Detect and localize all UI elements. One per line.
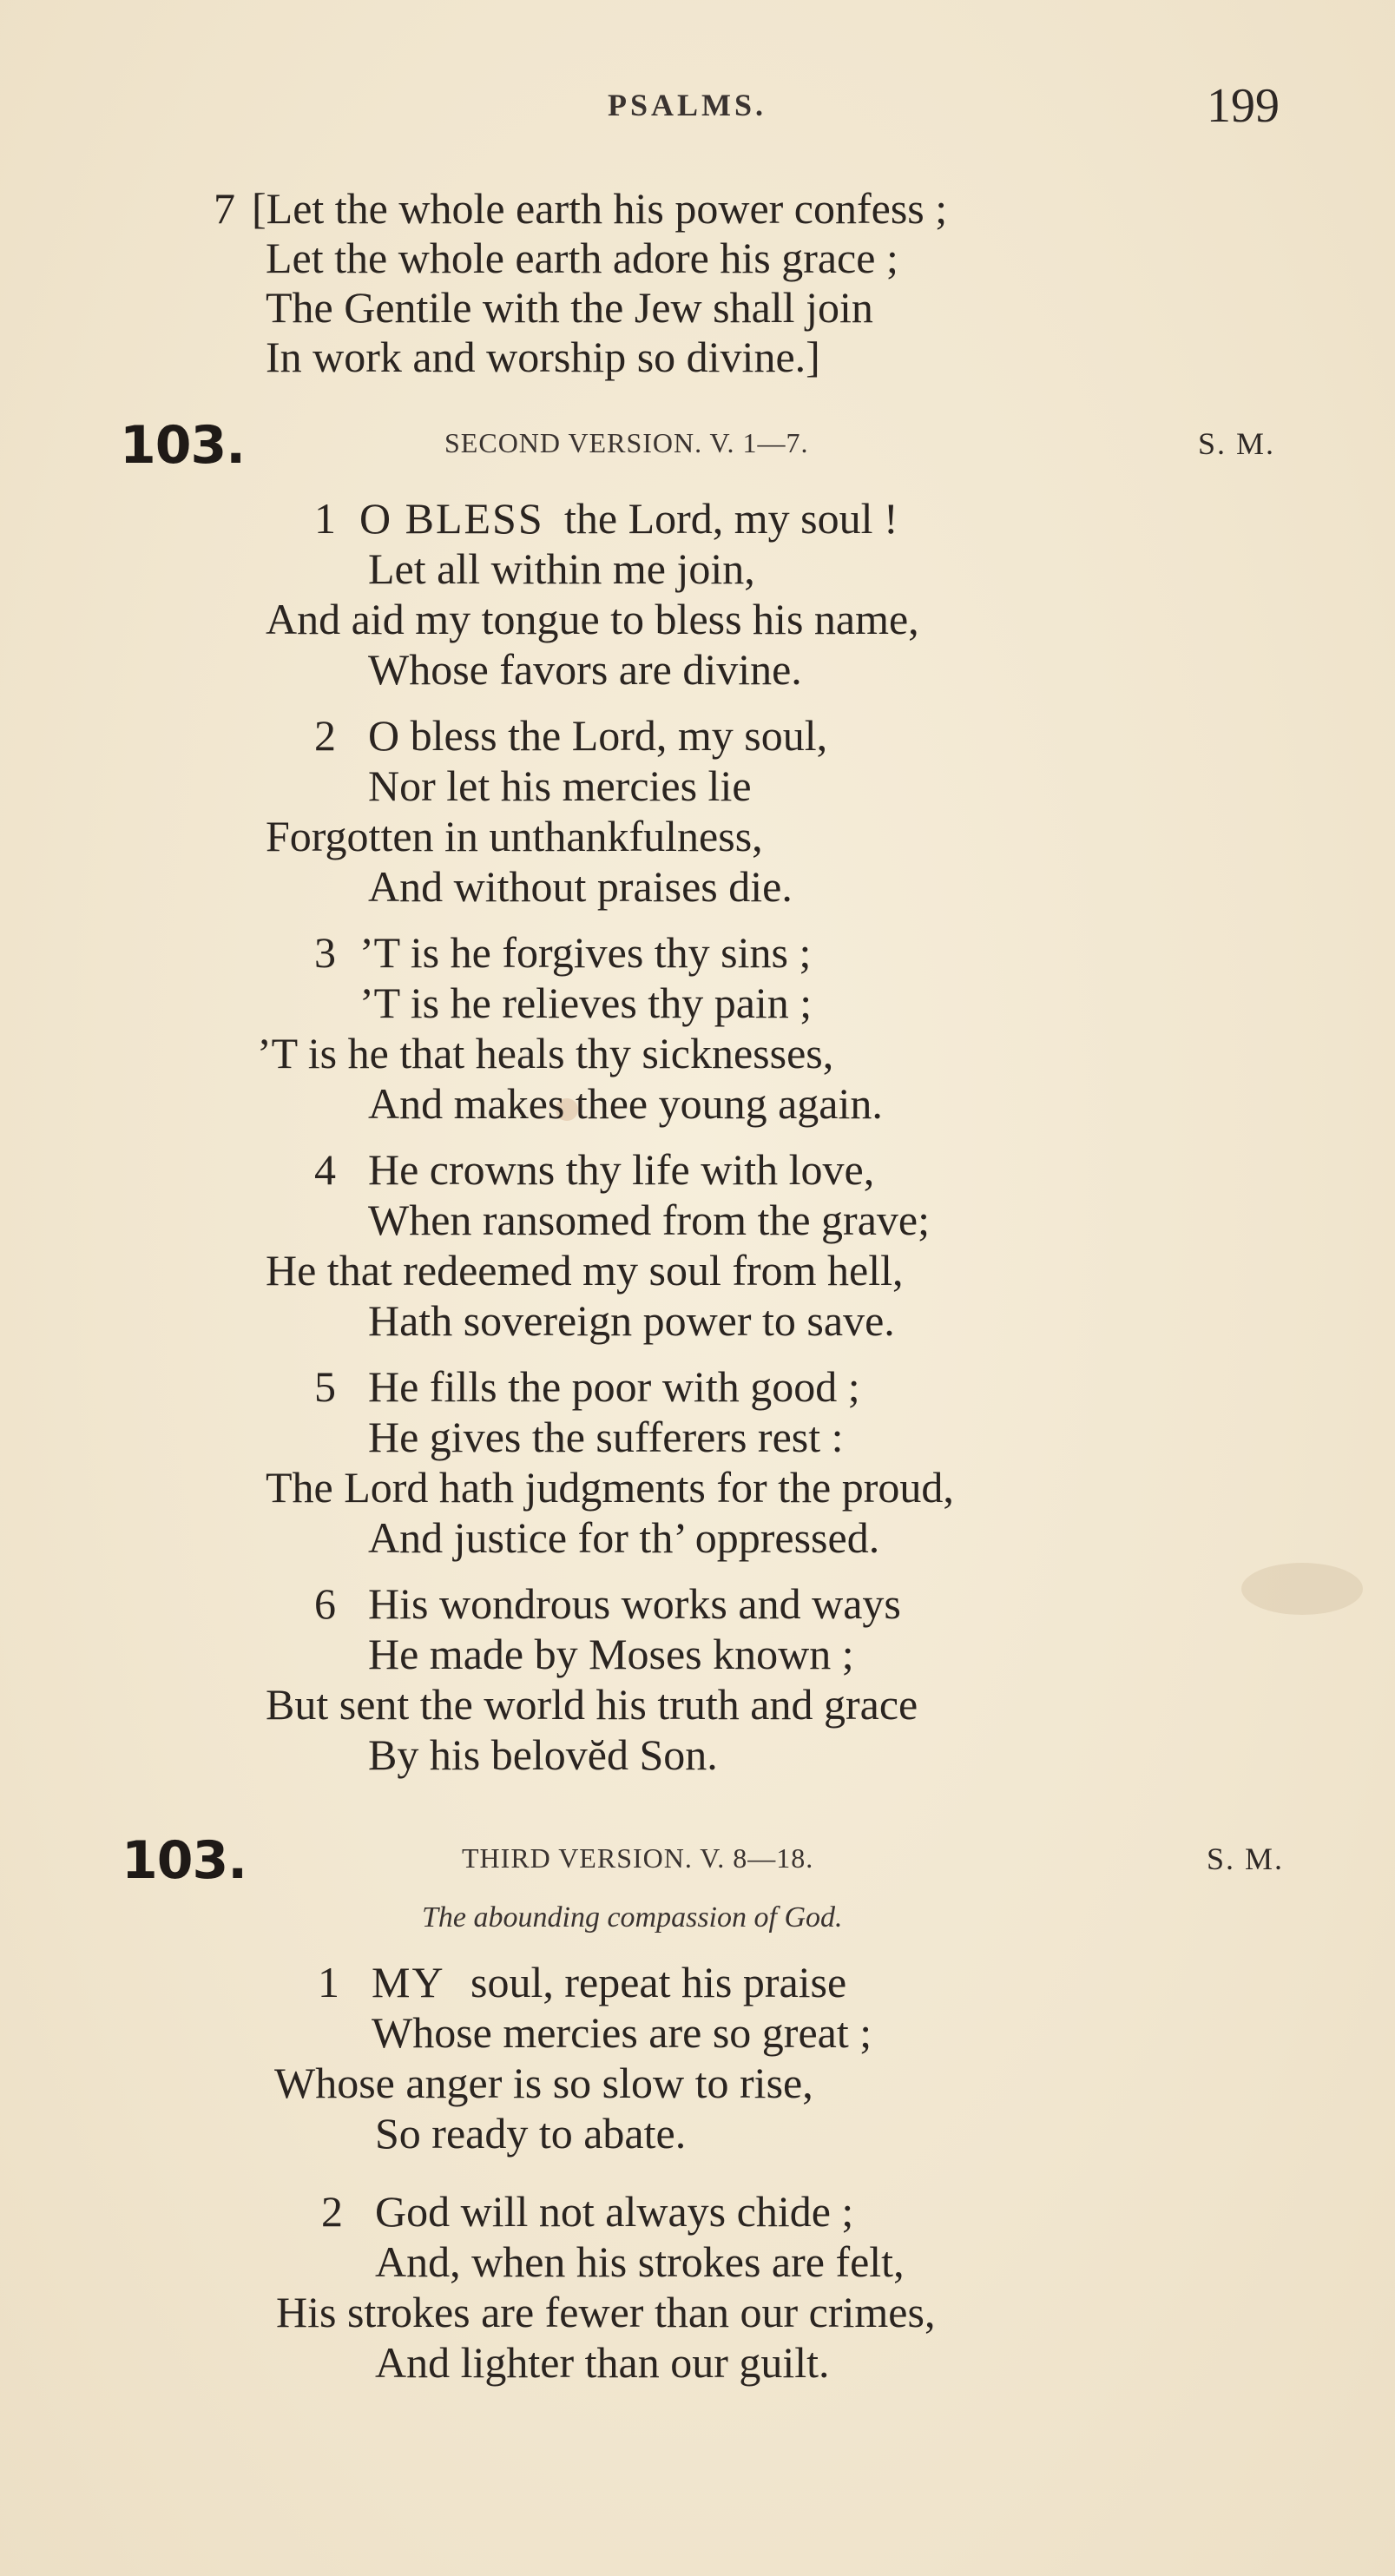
verse-line: God will not always chide ; (375, 2187, 854, 2236)
verse-line: And, when his strokes are felt, (375, 2237, 905, 2286)
verse-line: He made by Moses known ; (368, 1630, 854, 1678)
verse-line: He that redeemed my soul from hell, (266, 1246, 904, 1295)
paper-stain (1241, 1563, 1363, 1615)
verse-line: The Lord hath judgments for the proud, (266, 1463, 954, 1512)
stanza-number: 2 (321, 2187, 343, 2236)
hymn-number: 103. (122, 1830, 247, 1891)
page-number: 199 (1207, 79, 1280, 133)
stanza-number: 6 (314, 1579, 336, 1628)
verse-line: Whose mercies are so great ; (372, 2008, 872, 2057)
stanza-number: 1 (318, 1958, 339, 2006)
verse-line: Let the whole earth adore his grace ; (266, 234, 898, 282)
verse-line: When ransomed from the grave; (368, 1196, 930, 1244)
verse-line: soul, repeat his praise (470, 1958, 847, 2006)
verse-line: But sent the world his truth and grace (266, 1680, 918, 1729)
verse-line: And aid my tongue to bless his name, (266, 595, 919, 643)
verse-line: Let all within me join, (368, 544, 755, 593)
verse-line: And justice for th’ oppressed. (368, 1513, 880, 1562)
verse-line: Forgotten in unthankfulness, (266, 812, 763, 860)
stanza-first-word: O BLESS (359, 494, 544, 543)
verse-line: ’T is he forgives thy sins ; (359, 928, 812, 977)
meter-label: S. M. (1207, 1841, 1285, 1876)
stanza-number: 5 (314, 1362, 336, 1411)
running-head: PSALMS. (608, 88, 767, 122)
verse-line: ’T is he that heals thy sicknesses, (257, 1029, 834, 1077)
verse-line: O bless the Lord, my soul, (368, 711, 828, 760)
verse-line: Hath sovereign power to save. (368, 1296, 895, 1345)
stanza-number: 1 (314, 494, 336, 543)
version-title: THIRD VERSION. V. 8—18. (462, 1842, 814, 1874)
meter-label: S. M. (1198, 426, 1276, 461)
verse-line: The Gentile with the Jew shall join (266, 283, 873, 332)
verse-line: By his belovĕd Son. (368, 1730, 718, 1779)
stanza-first-word: MY (372, 1958, 445, 2006)
stanza-number: 7 (214, 184, 235, 233)
verse-line: ’T is he relieves thy pain ; (359, 978, 813, 1027)
verse-line: And makes thee young again. (368, 1079, 883, 1128)
stanza-number: 4 (314, 1145, 336, 1194)
hymn-subtitle: The abounding compassion of God. (422, 1901, 843, 1934)
version-title: SECOND VERSION. V. 1—7. (444, 427, 809, 458)
stanza-number: 2 (314, 711, 336, 760)
verse-line: In work and worship so divine.] (266, 333, 820, 381)
verse-line: And lighter than our guilt. (375, 2338, 830, 2387)
verse-line: So ready to abate. (375, 2109, 687, 2158)
verse-line: He gives the sufferers rest : (368, 1413, 844, 1461)
verse-line: Whose anger is so slow to rise, (274, 2059, 813, 2107)
verse-line: [Let the whole earth his power confess ; (252, 184, 948, 233)
verse-line: And without praises die. (368, 862, 793, 911)
stanza-number: 3 (314, 928, 336, 977)
verse-line: His wondrous works and ways (368, 1579, 901, 1628)
verse-line: Whose favors are divine. (368, 645, 802, 694)
hymn-number: 103. (120, 415, 246, 476)
verse-line: the Lord, my soul ! (564, 494, 898, 543)
verse-line: His strokes are fewer than our crimes, (276, 2288, 936, 2336)
verse-line: He crowns thy life with love, (368, 1145, 875, 1194)
verse-line: Nor let his mercies lie (368, 761, 752, 810)
verse-line: He fills the poor with good ; (368, 1362, 860, 1411)
